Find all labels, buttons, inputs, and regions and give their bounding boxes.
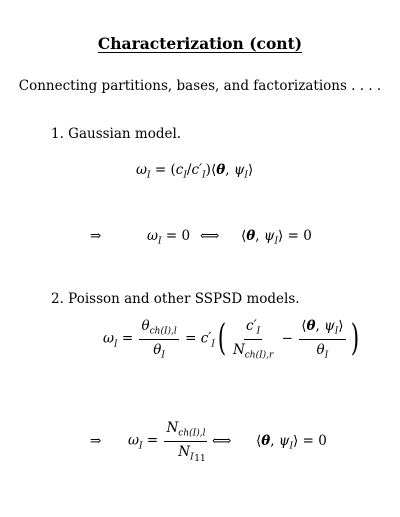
equation-gaussian-inner-zero: ⟨θ, $\psi_I⟩ = 0$: [241, 228, 312, 247]
implies-symbol: ⇒: [90, 433, 102, 449]
equation-poisson-ratio: $\omega_I$ = $\frac{N_{ch(I),l}}{N_I}$: [128, 420, 206, 463]
equation-poisson-weight: $\omega_I$ = $\frac{\theta_{ch(I),l}}{\theta_I}$ = $c'_I$( $\frac{c'_I}{N_{ch(I),r}}$ − $\frac{⟨\theta, \psi_I⟩}{\theta_I}$ ): [103, 318, 359, 361]
implies-symbol: ⇒: [90, 228, 102, 244]
fraction-n-ratio: $\frac{N_{ch(I),l}}{N_I}$: [166, 420, 206, 463]
fraction-c-over-n: $\frac{c'_I}{N_{ch(I),r}}$: [232, 318, 274, 361]
equation-gaussian-zero: $\omega_I = 0$: [147, 228, 191, 247]
page-number: 11: [194, 454, 206, 464]
fraction-inner-over-theta: $\frac{⟨\theta, \psi_I⟩}{\theta_I}$: [301, 318, 344, 361]
iff-symbol: ⟺: [200, 228, 220, 244]
equation-poisson-implication: [90, 433, 101, 449]
equation-gaussian-implication: [90, 228, 101, 244]
section-poisson-label: 2. Poisson and other SSPSD models.: [51, 291, 300, 307]
page-subtitle: Connecting partitions, bases, and factorizations . . . .: [18, 78, 382, 94]
equation-gaussian-weight: $\omega_I$ = $(c_I/c'_I)⟨\theta$, $\psi_I⟩$: [136, 162, 254, 181]
equation-gaussian-iff: [200, 228, 219, 244]
page-title: Characterization (cont): [97, 34, 303, 53]
equation-poisson-iff: [212, 433, 231, 449]
iff-symbol: ⟺: [212, 433, 232, 449]
fraction-theta-ratio: $\frac{\theta_{ch(I),l}}{\theta_I}$: [141, 318, 177, 361]
equation-poisson-inner-zero: ⟨θ, $\psi_I⟩ = 0$: [256, 433, 327, 452]
section-gaussian-label: 1. Gaussian model.: [51, 126, 182, 142]
